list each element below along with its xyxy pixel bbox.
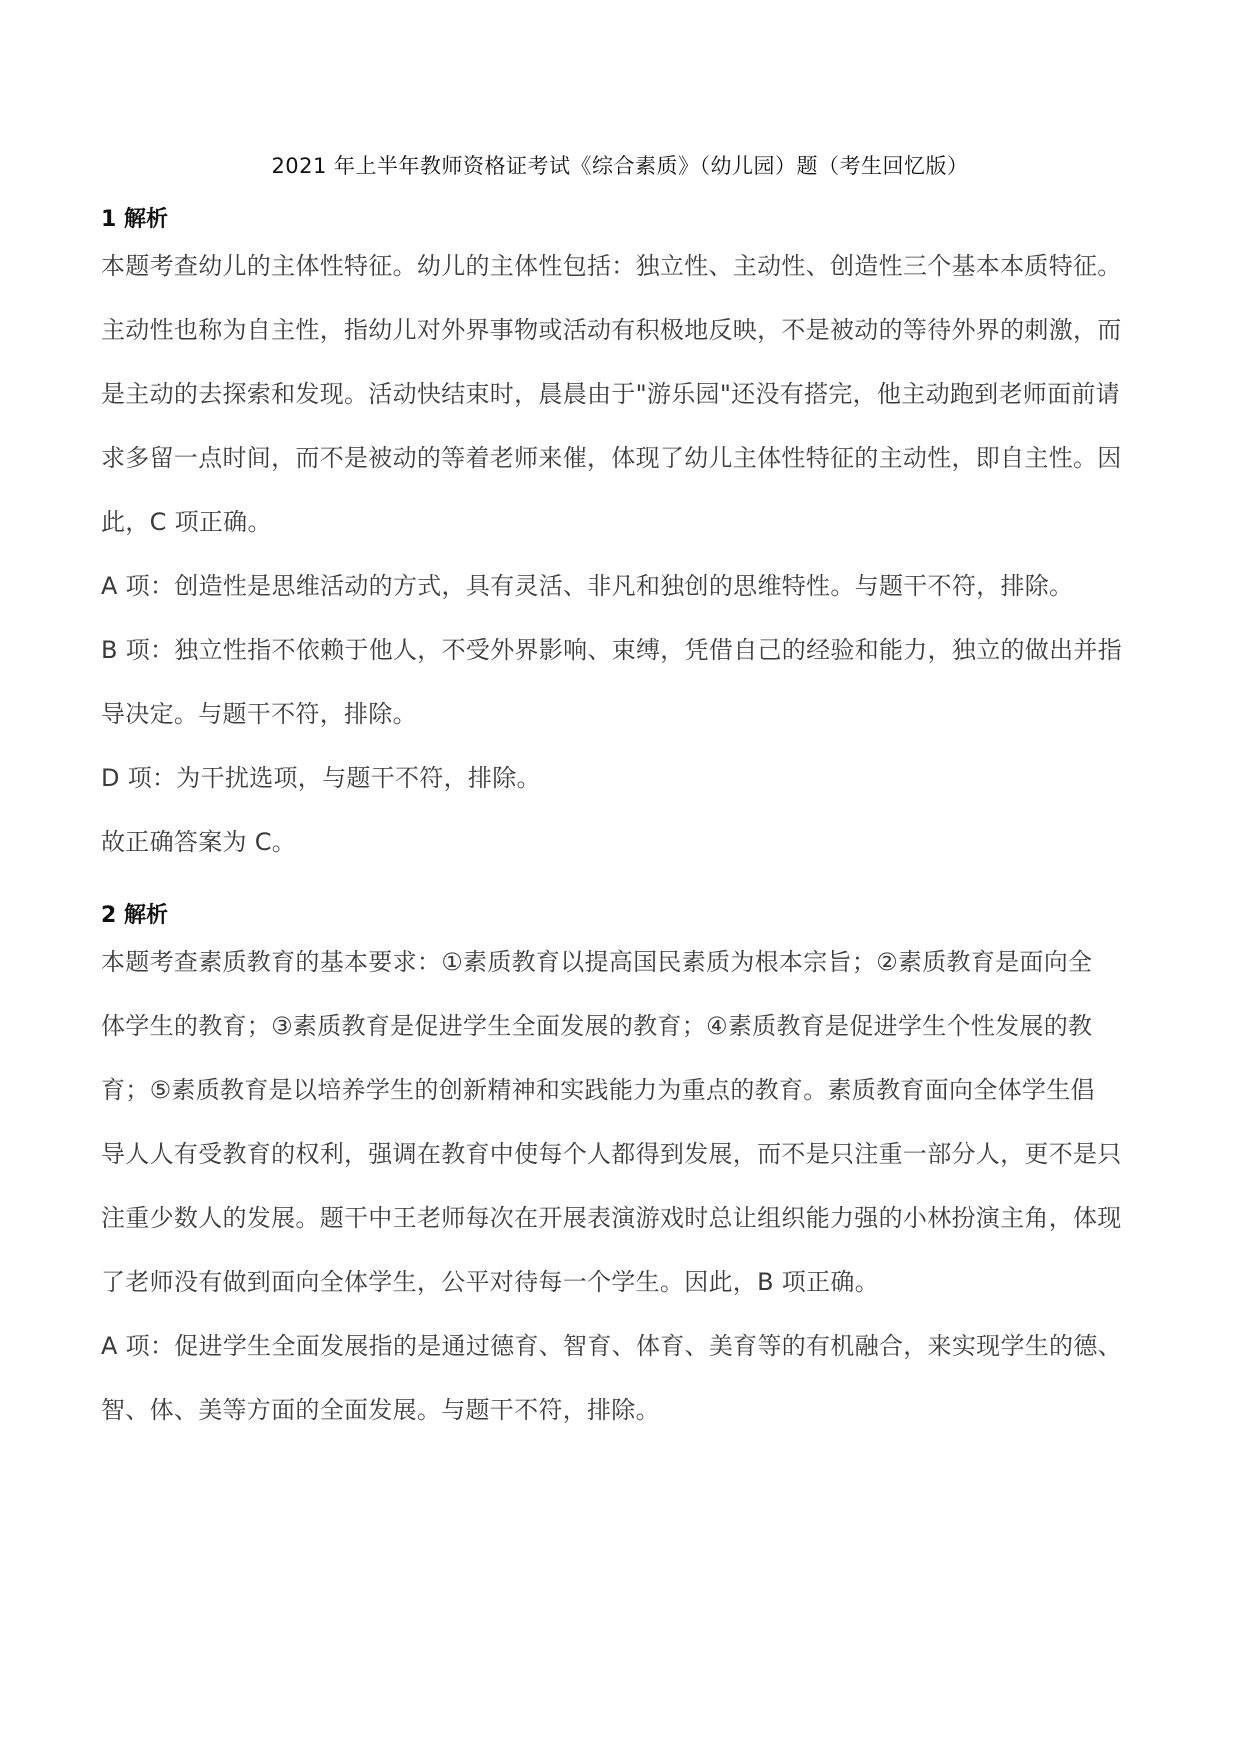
text-line: 故正确答案为 C。 xyxy=(101,828,297,856)
text-line: 体学生的教育；③素质教育是促进学生全面发展的教育；④素质教育是促进学生个性发展的教 xyxy=(101,1012,1093,1040)
text-line: 了老师没有做到面向全体学生，公平对待每一个学生。因此，B 项正确。 xyxy=(101,1268,879,1296)
text-line: 本题考查素质教育的基本要求：①素质教育以提高国民素质为根本宗旨；②素质教育是面向全 xyxy=(101,948,1093,976)
text-line: 本题考查幼儿的主体性特征。幼儿的主体性包括：独立性、主动性、创造性三个基本本质特征。 xyxy=(101,252,1122,280)
section-2-paragraph-1 xyxy=(101,944,1161,1328)
section-1-paragraph-4 xyxy=(101,760,1161,824)
section-2-heading: 2 解析 xyxy=(101,903,168,928)
text-line: A 项：创造性是思维活动的方式，具有灵活、非凡和独创的思维特性。与题干不符，排除。 xyxy=(101,572,1074,600)
section-1-paragraph-3 xyxy=(101,632,1161,760)
section-1-paragraph-2 xyxy=(101,568,1161,632)
section-2-paragraph-2 xyxy=(101,1328,1161,1456)
text-line: 求多留一点时间，而不是被动的等着老师来催，体现了幼儿主体性特征的主动性，即自主性。因 xyxy=(101,444,1122,472)
text-line: 主动性也称为自主性，指幼儿对外界事物或活动有积极地反映，不是被动的等待外界的刺激，而 xyxy=(101,316,1122,344)
text-line: 育；⑤素质教育是以培养学生的创新精神和实践能力为重点的教育。素质教育面向全体学生倡 xyxy=(101,1076,1095,1104)
text-line: 是主动的去探索和发现。活动快结束时，晨晨由于"游乐园"还没有搭完，他主动跑到老师面前请 xyxy=(101,380,1120,408)
text-line: 导人人有受教育的权利，强调在教育中使每个人都得到发展，而不是只注重一部分人，更不是只 xyxy=(101,1140,1122,1168)
text-line: 智、体、美等方面的全面发展。与题干不符，排除。 xyxy=(101,1396,660,1424)
text-line: 导决定。与题干不符，排除。 xyxy=(101,700,417,728)
text-line: B 项：独立性指不依赖于他人，不受外界影响、束缚，凭借自己的经验和能力，独立的做出并指 xyxy=(101,636,1122,664)
document-title: 2021 年上半年教师资格证考试《综合素质》（幼儿园）题（考生回忆版） xyxy=(271,154,969,178)
text-line: 此，C 项正确。 xyxy=(101,508,272,536)
text-line: 注重少数人的发展。题干中王老师每次在开展表演游戏时总让组织能力强的小林扮演主角，体现 xyxy=(101,1204,1122,1232)
section-1-paragraph-5 xyxy=(101,824,1161,888)
section-1-paragraph-1 xyxy=(101,248,1161,568)
text-line: A 项：促进学生全面发展指的是通过德育、智育、体育、美育等的有机融合，来实现学生的德、 xyxy=(101,1332,1122,1360)
text-line: D 项：为干扰选项，与题干不符，排除。 xyxy=(101,764,541,792)
section-1-heading: 1 解析 xyxy=(101,207,168,232)
